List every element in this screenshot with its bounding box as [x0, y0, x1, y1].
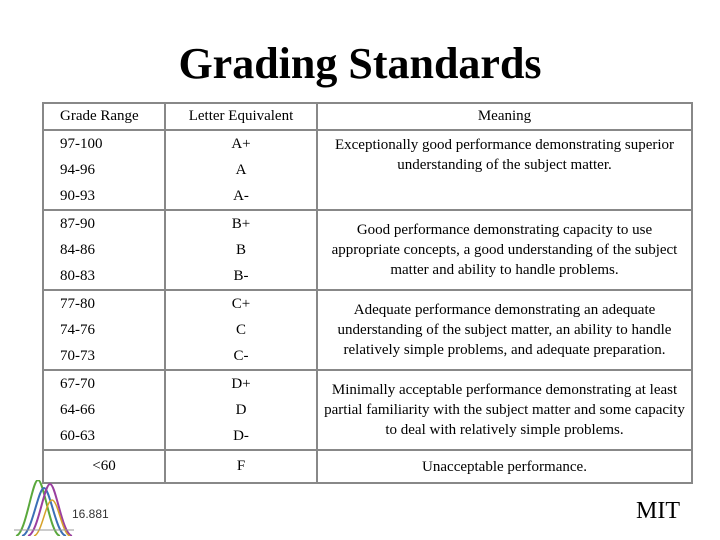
letter-grade: C: [235, 322, 246, 338]
letter-grade: D+: [231, 376, 251, 392]
letter-grade: A-: [233, 188, 249, 204]
letter-grade: A: [235, 162, 247, 178]
letter-grade: B+: [231, 216, 251, 232]
letter-grade: F: [165, 450, 317, 483]
letter-cell: [165, 210, 317, 290]
letter-grade: D: [235, 402, 247, 418]
grade-range: 94-96: [60, 162, 95, 178]
letter-cell: [165, 130, 317, 210]
header-grade-range: Grade Range: [43, 103, 165, 130]
header-meaning: Meaning: [317, 103, 692, 130]
meaning-cell: Unacceptable performance.: [317, 450, 692, 483]
institution-label: MIT: [636, 498, 680, 524]
grade-range: <60: [43, 450, 165, 483]
table-row: [43, 210, 692, 290]
header-letter-equivalent: Letter Equivalent: [165, 103, 317, 130]
grade-range-cell: [43, 370, 165, 450]
meaning-cell: Good performance demonstrating capacity to use appropriate concepts, a good understanding of the subject matter and ability to handle problems.: [317, 210, 692, 290]
grade-range: 60-63: [60, 428, 95, 444]
table-row: [43, 290, 692, 370]
grade-range: 70-73: [60, 348, 95, 364]
letter-grade: B-: [233, 268, 249, 284]
grade-range: 90-93: [60, 188, 95, 204]
letter-cell: [165, 290, 317, 370]
grade-range: 84-86: [60, 242, 95, 258]
table-header-row: [43, 103, 692, 130]
letter-grade: A+: [231, 136, 251, 152]
grade-range: 67-70: [60, 376, 95, 392]
meaning-cell: Adequate performance demonstrating an adequate understanding of the subject matter, an ability to handle relatively simple problems, and adequate preparation.: [317, 290, 692, 370]
table-row: [43, 370, 692, 450]
table-row: [43, 130, 692, 210]
letter-cell: [165, 370, 317, 450]
grade-range: 64-66: [60, 402, 95, 418]
table-row: [43, 450, 692, 483]
grade-range-cell: [43, 290, 165, 370]
grade-range-cell: [43, 210, 165, 290]
grade-range: 80-83: [60, 268, 95, 284]
letter-grade: C+: [231, 296, 251, 312]
meaning-cell: Minimally acceptable performance demonstrating at least partial familiarity with the subject matter and some capacity to deal with relatively simple problems.: [317, 370, 692, 450]
letter-grade: D-: [233, 428, 249, 444]
grade-range-cell: [43, 130, 165, 210]
grade-range: 74-76: [60, 322, 95, 338]
letter-grade: B: [235, 242, 246, 258]
grading-table: [42, 102, 693, 484]
grade-range: 77-80: [60, 296, 95, 312]
grade-range: 87-90: [60, 216, 95, 232]
letter-grade: C-: [233, 348, 249, 364]
meaning-cell: Exceptionally good performance demonstrating superior understanding of the subject matter.: [317, 130, 692, 210]
grade-range: 97-100: [60, 136, 103, 152]
page-title: Grading Standards: [178, 39, 542, 88]
course-number: 16.881: [72, 507, 109, 521]
